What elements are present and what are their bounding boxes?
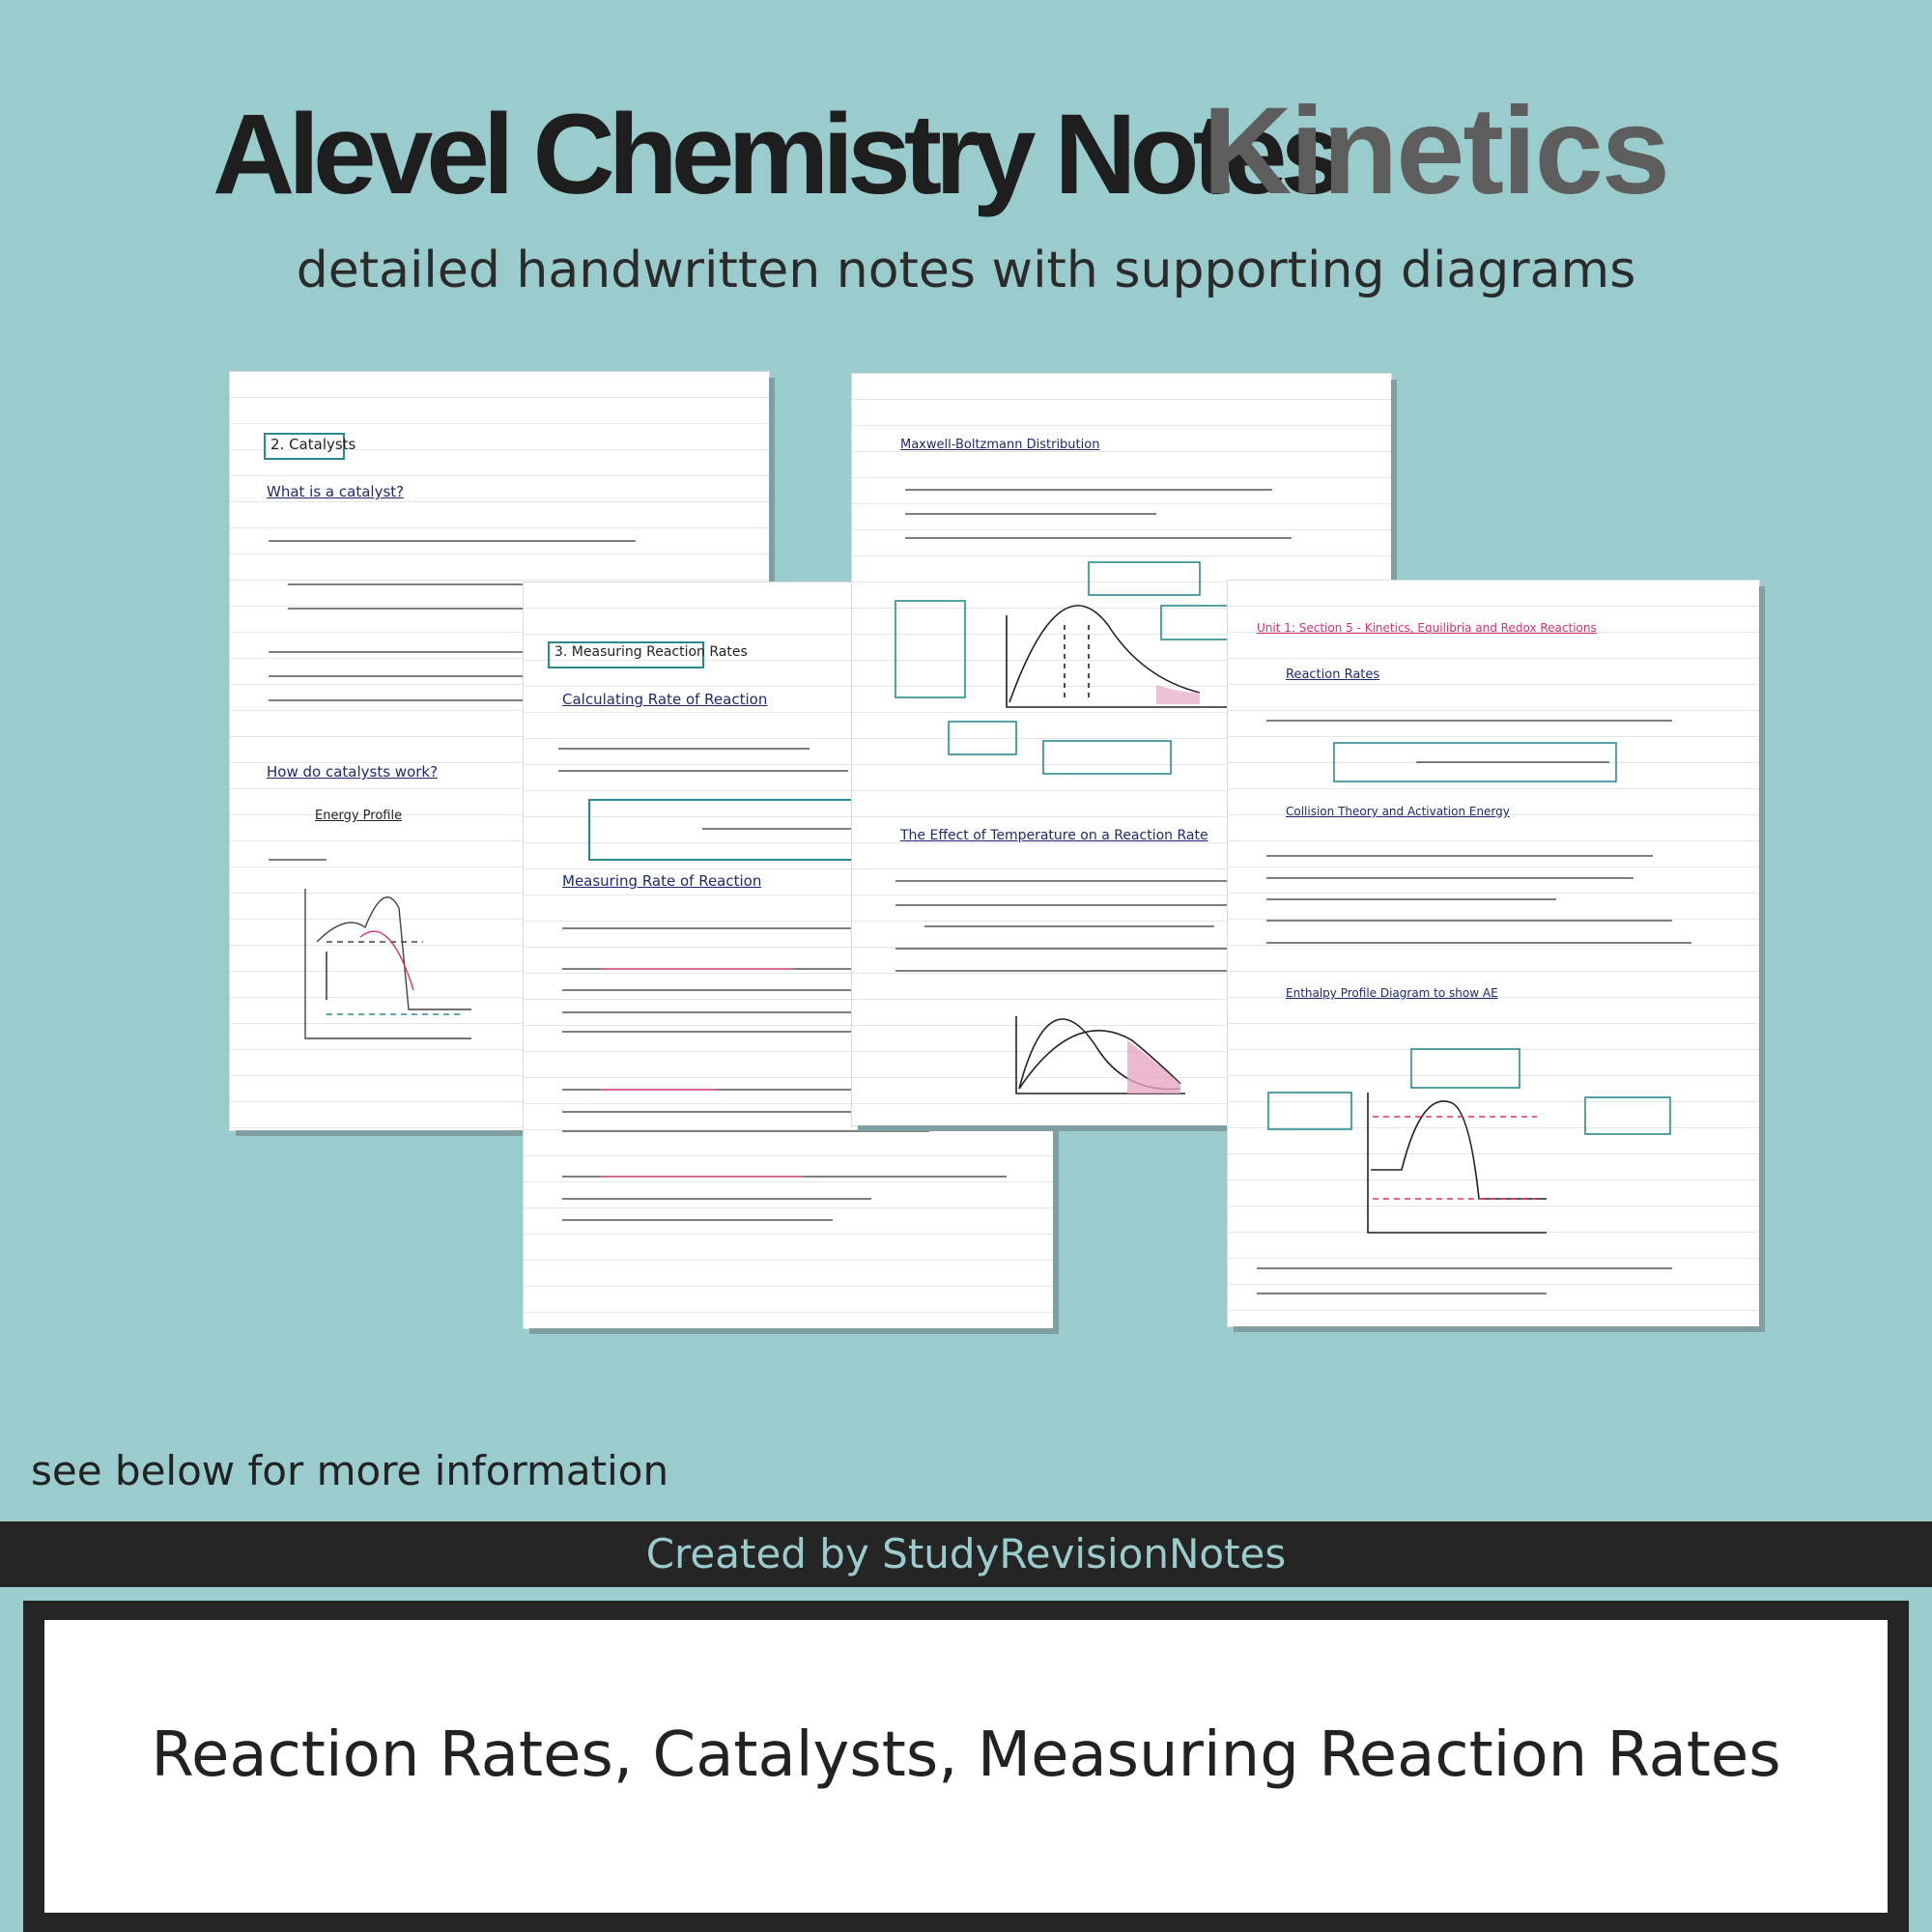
main-title: Alevel Chemistry Notes	[213, 91, 1338, 218]
see-more-text: see below for more information	[31, 1447, 669, 1494]
measuring-sub2: Measuring Rate of Reaction	[562, 872, 762, 890]
unit-page-drawing	[1228, 581, 1759, 1326]
subtitle: detailed handwritten notes with supporting diagrams	[296, 242, 1636, 299]
credit-bar	[0, 1521, 1932, 1587]
unit-heading: Unit 1: Section 5 - Kinetics, Equilibria and Redox Reactions	[1257, 621, 1597, 635]
topic-title: Kinetics	[1203, 82, 1668, 220]
catalysts-q1: What is a catalyst?	[267, 483, 405, 500]
topics-text: Reaction Rates, Catalysts, Measuring Reaction Rates	[151, 1719, 1781, 1791]
measuring-heading: 3. Measuring Reaction Rates	[554, 644, 748, 660]
unit-sub3: Enthalpy Profile Diagram to show AE	[1286, 986, 1498, 1000]
maxwell-heading: Maxwell-Boltzmann Distribution	[900, 438, 1100, 452]
maxwell-sub1: The Effect of Temperature on a Reaction Rate	[900, 828, 1208, 843]
catalysts-q2: How do catalysts work?	[267, 763, 439, 781]
unit-sub1: Reaction Rates	[1286, 668, 1380, 682]
notes-page-unit	[1228, 581, 1759, 1326]
catalysts-graph-label: Energy Profile	[315, 809, 403, 823]
catalysts-heading: 2. Catalysts	[270, 436, 356, 453]
measuring-sub1: Calculating Rate of Reaction	[562, 691, 768, 708]
unit-sub2: Collision Theory and Activation Energy	[1286, 805, 1510, 818]
credit-text: Created by StudyRevisionNotes	[645, 1530, 1287, 1577]
